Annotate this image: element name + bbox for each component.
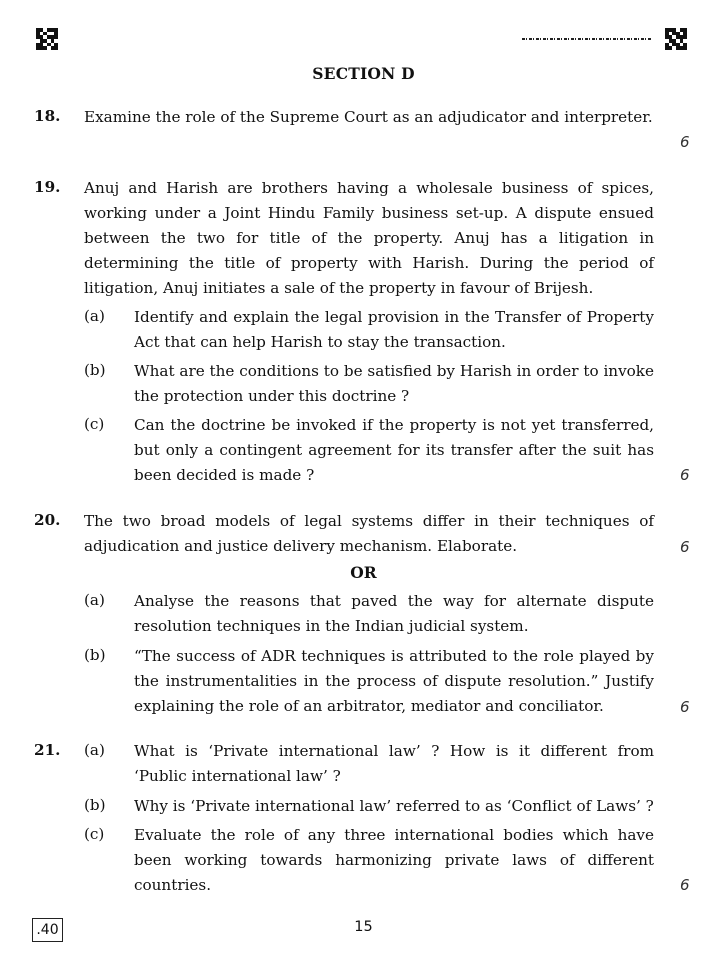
question-number: 20.	[34, 511, 61, 529]
section-title: SECTION D	[312, 64, 415, 83]
part-label: (b)	[84, 796, 106, 814]
question-text: Examine the role of the Supreme Court as an adjudicator and interpreter.	[84, 108, 653, 126]
part-text: Evaluate the role of any three international bodies which have been working towards harmonizing private laws of different countries.	[134, 826, 654, 894]
paper-code-box: .40	[32, 918, 63, 942]
question-number: 18.	[34, 107, 61, 125]
part-label: (c)	[84, 415, 105, 433]
part-text: “The success of ADR techniques is attributed to the role played by the instrumentalities in the process of dispute resolution.” Justify explaining the role of an arbitrator, mediator and conciliator.	[134, 647, 654, 715]
marks: 6	[680, 133, 690, 151]
page-number: 15	[354, 919, 373, 935]
part-label: (c)	[84, 825, 105, 843]
part-text: Identify and explain the legal provision in the Transfer of Property Act that can help Harish to stay the transaction.	[134, 308, 654, 351]
marks: 6	[680, 876, 690, 894]
or-divider: OR	[350, 563, 377, 582]
part-text: Why is ‘Private international law’ referred to as ‘Conflict of Laws’ ?	[134, 797, 654, 815]
marks: 6	[680, 538, 690, 556]
marks: 6	[680, 466, 690, 484]
barcode-strip	[522, 38, 652, 40]
question-number: 21.	[34, 741, 61, 759]
question-text: The two broad models of legal systems differ in their techniques of adjudication and justice delivery mechanism. Elaborate.	[84, 512, 654, 555]
question-text: Anuj and Harish are brothers having a wholesale business of spices, working under a Joint Hindu Family business set-up. A dispute ensued between the two for title of the property. Anuj has a litigation in determining the title of property with Harish. During the period of litigation, Anuj initiates a sale of the property in favour of Brijesh.	[84, 179, 654, 297]
part-label: (a)	[84, 591, 105, 609]
qr-code-icon	[665, 28, 687, 50]
part-text: Can the doctrine be invoked if the property is not yet transferred, but only a contingent agreement for its transfer after the suit has been decided is made ?	[134, 416, 654, 484]
part-label: (a)	[84, 307, 105, 325]
part-text: Analyse the reasons that paved the way for alternate dispute resolution techniques in the Indian judicial system.	[134, 592, 654, 635]
part-label: (b)	[84, 361, 106, 379]
part-text: What is ‘Private international law’ ? How is it different from ‘Public international law’ ?	[134, 742, 654, 785]
part-label: (a)	[84, 741, 105, 759]
question-number: 19.	[34, 178, 61, 196]
qr-code-icon	[36, 28, 58, 50]
marks: 6	[680, 698, 690, 716]
part-label: (b)	[84, 646, 106, 664]
part-text: What are the conditions to be satisfied by Harish in order to invoke the protection under this doctrine ?	[134, 362, 654, 405]
